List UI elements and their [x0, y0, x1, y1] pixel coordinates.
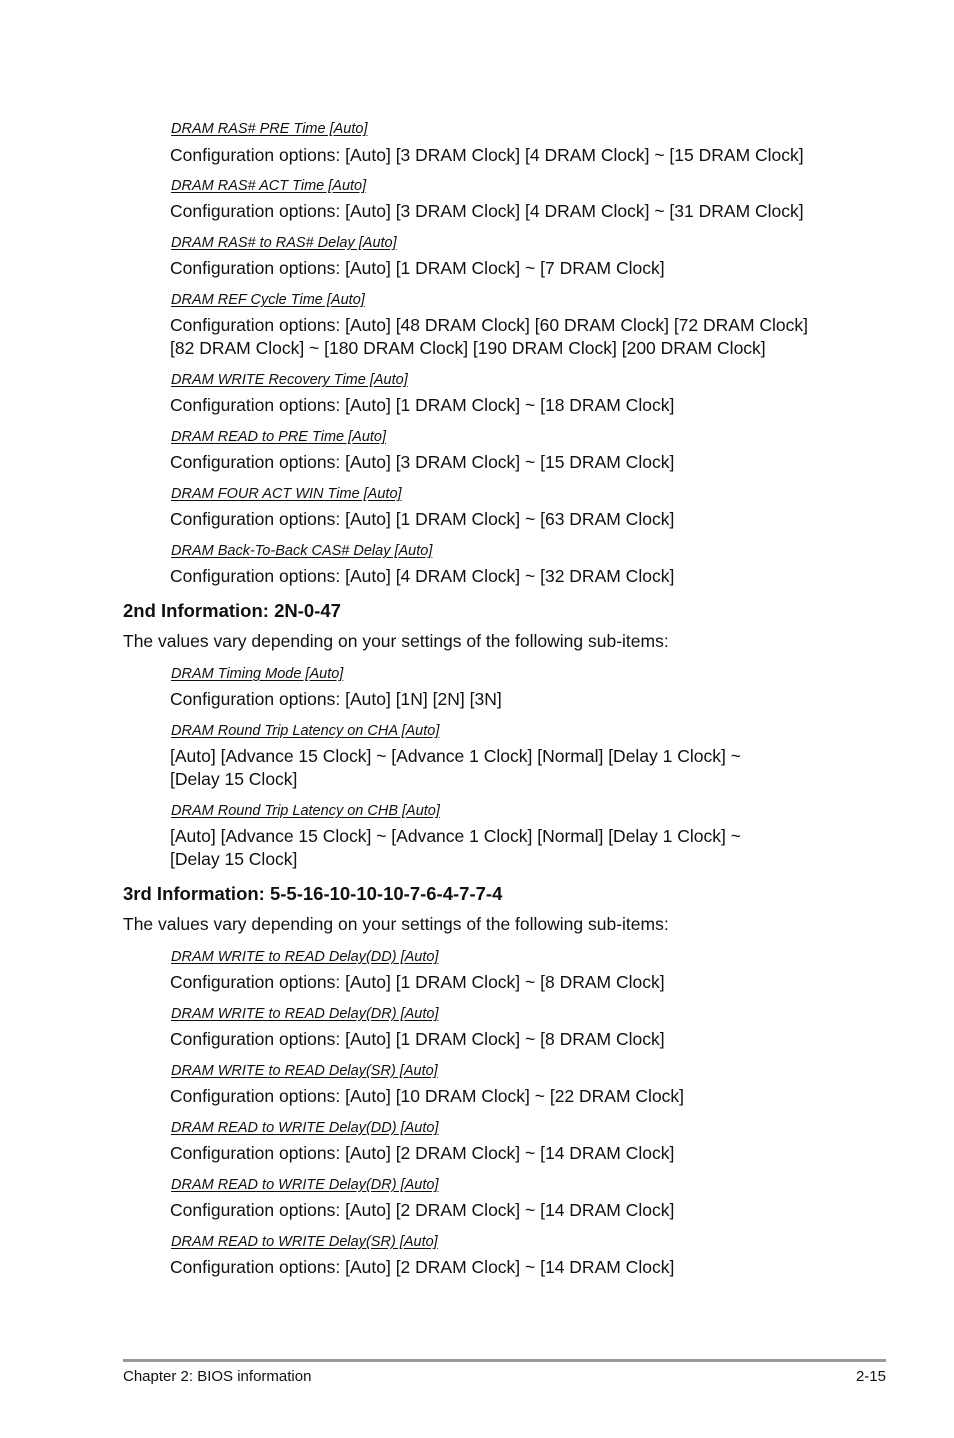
item-options: Configuration options: [Auto] [1 DRAM Clock] ~ [63 DRAM Clock] [170, 509, 675, 529]
item-title: DRAM WRITE to READ Delay(DD) [Auto] [171, 949, 439, 965]
item-options: [Auto] [Advance 15 Clock] ~ [Advance 1 Clock] [Normal] [Delay 1 Clock] ~ [170, 826, 741, 846]
item-title: DRAM Timing Mode [Auto] [171, 666, 344, 682]
section-intro: The values vary depending on your settings of the following sub-items: [123, 631, 669, 651]
item-options: Configuration options: [Auto] [1 DRAM Clock] ~ [8 DRAM Clock] [170, 972, 665, 992]
section-heading: 3rd Information: 5-5-16-10-10-10-7-6-4-7-7-4 [123, 883, 503, 904]
item-options: Configuration options: [Auto] [3 DRAM Clock] ~ [15 DRAM Clock] [170, 452, 675, 472]
section-intro: The values vary depending on your settings of the following sub-items: [123, 914, 669, 934]
item-title: DRAM Round Trip Latency on CHB [Auto] [171, 803, 440, 819]
item-title: DRAM Round Trip Latency on CHA [Auto] [171, 723, 440, 739]
item-options: [Auto] [Advance 15 Clock] ~ [Advance 1 Clock] [Normal] [Delay 1 Clock] ~ [170, 746, 741, 766]
item-title: DRAM READ to WRITE Delay(DR) [Auto] [171, 1177, 439, 1193]
item-options: [Delay 15 Clock] [170, 849, 298, 869]
item-options: Configuration options: [Auto] [1 DRAM Clock] ~ [18 DRAM Clock] [170, 395, 675, 415]
item-title: DRAM READ to WRITE Delay(SR) [Auto] [171, 1234, 438, 1250]
item-title: DRAM READ to WRITE Delay(DD) [Auto] [171, 1120, 439, 1136]
item-options: Configuration options: [Auto] [1 DRAM Clock] ~ [8 DRAM Clock] [170, 1029, 665, 1049]
item-options: Configuration options: [Auto] [2 DRAM Clock] ~ [14 DRAM Clock] [170, 1200, 675, 1220]
item-title: DRAM WRITE Recovery Time [Auto] [171, 372, 408, 388]
footer-chapter: Chapter 2: BIOS information [123, 1368, 312, 1385]
item-title: DRAM Back-To-Back CAS# Delay [Auto] [171, 543, 433, 559]
item-options: Configuration options: [Auto] [3 DRAM Clock] [4 DRAM Clock] ~ [15 DRAM Clock] [170, 145, 804, 165]
section-heading: 2nd Information: 2N-0-47 [123, 600, 341, 621]
item-options: Configuration options: [Auto] [1 DRAM Clock] ~ [7 DRAM Clock] [170, 258, 665, 278]
item-title: DRAM READ to PRE Time [Auto] [171, 429, 387, 445]
item-options: [Delay 15 Clock] [170, 769, 298, 789]
item-options: Configuration options: [Auto] [2 DRAM Clock] ~ [14 DRAM Clock] [170, 1257, 675, 1277]
item-options: Configuration options: [Auto] [1N] [2N] [3N] [170, 689, 502, 709]
item-title: DRAM WRITE to READ Delay(SR) [Auto] [171, 1063, 438, 1079]
item-title: DRAM FOUR ACT WIN Time [Auto] [171, 486, 402, 502]
item-options: Configuration options: [Auto] [4 DRAM Clock] ~ [32 DRAM Clock] [170, 566, 675, 586]
item-title: DRAM RAS# to RAS# Delay [Auto] [171, 235, 397, 251]
item-title: DRAM RAS# ACT Time [Auto] [171, 178, 367, 194]
footer-divider [123, 1359, 886, 1362]
item-options: Configuration options: [Auto] [10 DRAM Clock] ~ [22 DRAM Clock] [170, 1086, 685, 1106]
item-options: [82 DRAM Clock] ~ [180 DRAM Clock] [190 DRAM Clock] [200 DRAM Clock] [170, 338, 766, 358]
item-title: DRAM WRITE to READ Delay(DR) [Auto] [171, 1006, 439, 1022]
item-options: Configuration options: [Auto] [2 DRAM Clock] ~ [14 DRAM Clock] [170, 1143, 675, 1163]
item-title: DRAM RAS# PRE Time [Auto] [171, 121, 368, 137]
footer-page-number: 2-15 [855, 1368, 886, 1385]
item-title: DRAM REF Cycle Time [Auto] [171, 292, 365, 308]
item-options: Configuration options: [Auto] [48 DRAM Clock] [60 DRAM Clock] [72 DRAM Clock] [170, 315, 809, 335]
item-options: Configuration options: [Auto] [3 DRAM Clock] [4 DRAM Clock] ~ [31 DRAM Clock] [170, 201, 804, 221]
